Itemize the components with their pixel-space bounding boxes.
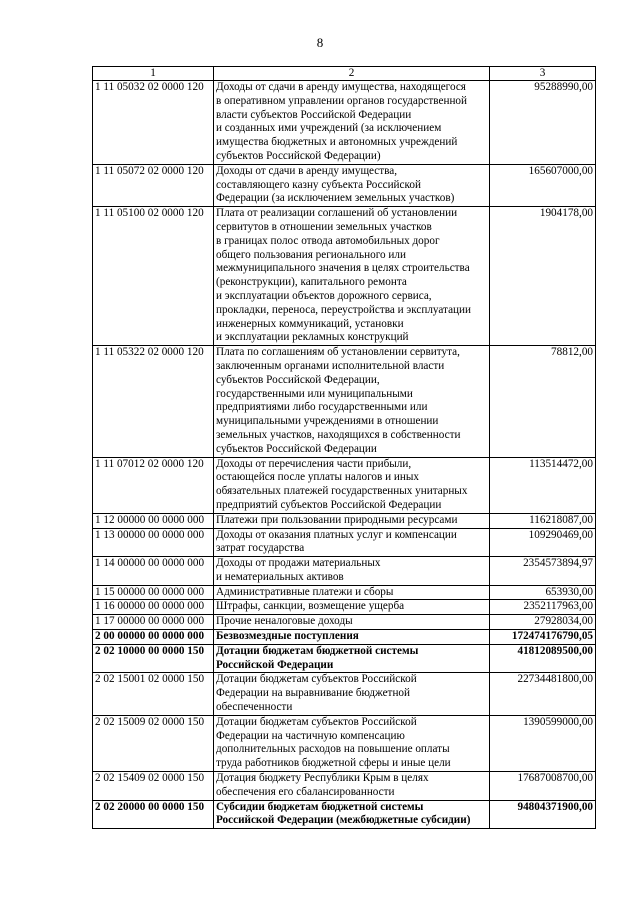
table-row (93, 528, 596, 557)
amount-cell: 95288990,00 (490, 81, 596, 165)
budget-code-cell: 1 14 00000 00 0000 000 (93, 557, 214, 586)
amount-cell: 78812,00 (490, 346, 596, 457)
amount-cell: 41812089500,00 (490, 644, 596, 673)
budget-code-cell: 2 02 20000 00 0000 150 (93, 800, 214, 829)
revenue-name-cell: Доходы от сдачи в аренду имущества, находящегося в оперативном управлении органов государственной власти субъектов Российской Федерации и созданных ими учреждений (за исключением имущества бюджетных и автономных учреждений субъектов Российской Федерации) (214, 81, 490, 165)
budget-code-cell: 1 11 05322 02 0000 120 (93, 346, 214, 457)
table-row (93, 644, 596, 673)
revenue-table (92, 66, 596, 829)
amount-cell: 27928034,00 (490, 615, 596, 630)
amount-cell: 1904178,00 (490, 207, 596, 346)
amount-cell: 94804371900,00 (490, 800, 596, 829)
table-row (93, 81, 596, 165)
budget-code-cell: 1 17 00000 00 0000 000 (93, 615, 214, 630)
table-row (93, 673, 596, 715)
table-row (93, 600, 596, 615)
budget-code-cell: 2 02 10000 00 0000 150 (93, 644, 214, 673)
amount-cell: 17687008700,00 (490, 772, 596, 801)
revenue-name-cell: Штрафы, санкции, возмещение ущерба (214, 600, 490, 615)
table-row (93, 164, 596, 206)
revenue-name-cell: Дотации бюджетам бюджетной системы Российской Федерации (214, 644, 490, 673)
revenue-name-cell: Доходы от продажи материальных и нематериальных активов (214, 557, 490, 586)
table-header-row (93, 67, 596, 81)
table-row (93, 457, 596, 513)
table-row (93, 346, 596, 457)
amount-cell: 113514472,00 (490, 457, 596, 513)
revenue-name-cell: Дотации бюджетам субъектов Российской Федерации на частичную компенсацию дополнительных расходов на повышение оплаты труда работников бюджетной сферы и иные цели (214, 715, 490, 771)
revenue-name-cell: Доходы от перечисления части прибыли, остающейся после уплаты налогов и иных обязательных платежей государственных унитарных предприятий субъектов Российской Федерации (214, 457, 490, 513)
budget-code-cell: 1 15 00000 00 0000 000 (93, 585, 214, 600)
revenue-name-cell: Административные платежи и сборы (214, 585, 490, 600)
table-row (93, 630, 596, 645)
amount-cell: 22734481800,00 (490, 673, 596, 715)
table-row (93, 585, 596, 600)
table-row (93, 772, 596, 801)
budget-code-cell: 1 11 05100 02 0000 120 (93, 207, 214, 346)
table-row (93, 207, 596, 346)
amount-cell: 116218087,00 (490, 513, 596, 528)
budget-code-cell: 1 11 07012 02 0000 120 (93, 457, 214, 513)
table-row (93, 715, 596, 771)
revenue-name-cell: Дотация бюджету Республики Крым в целях обеспечения его сбалансированности (214, 772, 490, 801)
budget-code-cell: 1 12 00000 00 0000 000 (93, 513, 214, 528)
amount-cell: 109290469,00 (490, 528, 596, 557)
budget-code-cell: 2 02 15001 02 0000 150 (93, 673, 214, 715)
amount-cell: 653930,00 (490, 585, 596, 600)
revenue-name-cell: Доходы от оказания платных услуг и компенсации затрат государства (214, 528, 490, 557)
column-header-code: 1 (93, 67, 214, 81)
amount-cell: 1390599000,00 (490, 715, 596, 771)
budget-code-cell: 2 02 15409 02 0000 150 (93, 772, 214, 801)
table-row (93, 513, 596, 528)
revenue-name-cell: Прочие неналоговые доходы (214, 615, 490, 630)
amount-cell: 165607000,00 (490, 164, 596, 206)
revenue-name-cell: Безвозмездные поступления (214, 630, 490, 645)
revenue-name-cell: Дотации бюджетам субъектов Российской Федерации на выравнивание бюджетной обеспеченности (214, 673, 490, 715)
revenue-name-cell: Платежи при пользовании природными ресурсами (214, 513, 490, 528)
column-header-amount: 3 (490, 67, 596, 81)
column-header-name: 2 (214, 67, 490, 81)
budget-code-cell: 1 11 05032 02 0000 120 (93, 81, 214, 165)
budget-code-cell: 1 16 00000 00 0000 000 (93, 600, 214, 615)
amount-cell: 2354573894,97 (490, 557, 596, 586)
revenue-name-cell: Субсидии бюджетам бюджетной системы Российской Федерации (межбюджетные субсидии) (214, 800, 490, 829)
revenue-name-cell: Плата от реализации соглашений об установлении сервитутов в отношении земельных участков в границах полос отвода автомобильных дорог общего пользования регионального или межмуниципального значения в целях строительства (реконструкции), капитального ремонта и эксплуатации объектов дорожного сервиса, прокладки, переноса, переустройства и эксплуатации инженерных коммуникаций, установки и эксплуатации рекламных конструкций (214, 207, 490, 346)
table-row (93, 615, 596, 630)
table-row (93, 557, 596, 586)
amount-cell: 2352117963,00 (490, 600, 596, 615)
budget-code-cell: 1 11 05072 02 0000 120 (93, 164, 214, 206)
revenue-name-cell: Доходы от сдачи в аренду имущества, составляющего казну субъекта Российской Федерации (за исключением земельных участков) (214, 164, 490, 206)
budget-code-cell: 1 13 00000 00 0000 000 (93, 528, 214, 557)
revenue-name-cell: Плата по соглашениям об установлении сервитута, заключенным органами исполнительной власти субъектов Российской Федерации, государственными или муниципальными предприятиями либо государственными или муниципальными учреждениями в отношении земельных участков, находящихся в собственности субъектов Российской Федерации (214, 346, 490, 457)
budget-code-cell: 2 00 00000 00 0000 000 (93, 630, 214, 645)
budget-code-cell: 2 02 15009 02 0000 150 (93, 715, 214, 771)
page-number: 8 (316, 35, 324, 50)
amount-cell: 172474176790,05 (490, 630, 596, 645)
table-row (93, 800, 596, 829)
